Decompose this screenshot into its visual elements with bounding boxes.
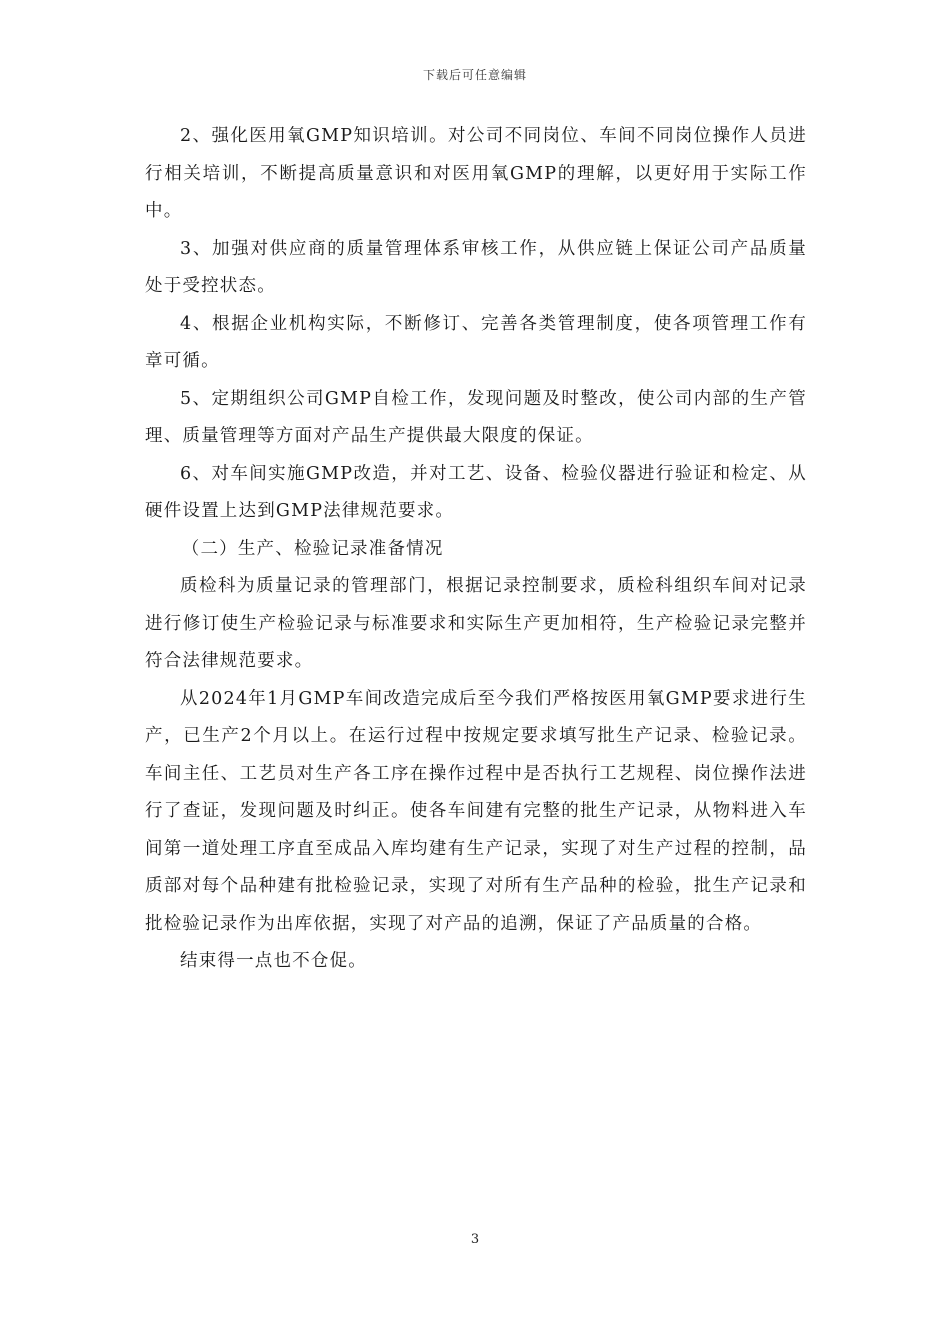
page-header: 下载后可任意编辑 (422, 68, 527, 82)
section-heading: （二）生产、检验记录准备情况 (181, 538, 444, 559)
paragraph-item-5: 5、定期组织公司GMP自检工作，发现问题及时整改，使公司内部的生产管理、质量管理等方面对产品生产提供最大限度的保证。 (145, 388, 807, 446)
paragraph-item-2: 2、强化医用氧GMP知识培训。对公司不同岗位、车间不同岗位操作人员进行相关培训，不断提高质量意识和对医用氧GMP的理解，以更好用于实际工作中。 (145, 126, 807, 221)
paragraph-closing: 结束得一点也不仓促。 (180, 951, 367, 971)
document-body (145, 118, 807, 981)
paragraph-records-management: 质检科为质量记录的管理部门，根据记录控制要求，质检科组织车间对记录进行修订使生产检验记录与标准要求和实际生产更加相符，生产检验记录完整并符合法律规范要求。 (145, 576, 807, 671)
paragraph-item-6: 6、对车间实施GMP改造，并对工艺、设备、检验仪器进行验证和检定、从硬件设置上达到GMP法律规范要求。 (145, 463, 807, 521)
paragraph-item-4: 4、根据企业机构实际，不断修订、完善各类管理制度，使各项管理工作有章可循。 (145, 313, 807, 371)
paragraph-production-since-2024: 从2024年1月GMP车间改造完成后至今我们严格按医用氧GMP要求进行生产，已生产2个月以上。在运行过程中按规定要求填写批生产记录、检验记录。车间主任、工艺员对生产各工序在操作过程中是否执行工艺规程、岗位操作法进行了查证，发现问题及时纠正。使各车间建有完整的批生产记录，从物料进入车间第一道处理工序直至成品入库均建有生产记录，实现了对生产过程的控制，品质部对每个品种建有批检验记录，实现了对所有生产品种的检验，批生产记录和批检验记录作为出库依据，实现了对产品的追溯，保证了产品质量的合格。 (145, 688, 807, 934)
page-number: 3 (470, 1232, 480, 1247)
paragraph-item-3: 3、加强对供应商的质量管理体系审核工作，从供应链上保证公司产品质量处于受控状态。 (145, 238, 807, 296)
